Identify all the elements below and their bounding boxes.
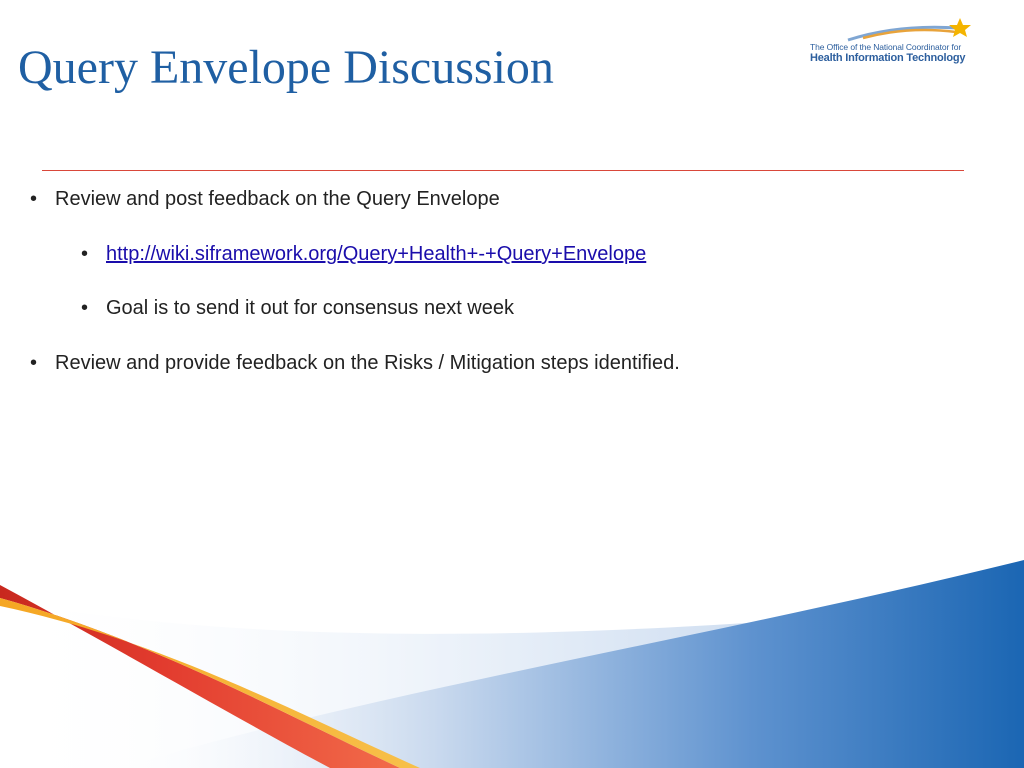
bullet-dot-icon: •	[81, 243, 89, 265]
bullet-text: Review and post feedback on the Query Envelope	[55, 188, 500, 210]
logo-line-1: The Office of the National Coordinator for	[810, 42, 962, 52]
bullet-dot-icon: •	[30, 188, 38, 210]
logo-line-2: Health Information Technology	[810, 52, 966, 64]
bullet-text: Goal is to send it out for consensus next week	[106, 297, 514, 319]
bullet-dot-icon: •	[81, 297, 89, 319]
bullet-text: Review and provide feedback on the Risks / Mitigation steps identified.	[55, 352, 680, 374]
query-envelope-link[interactable]: http://wiki.siframework.org/Query+Health+-+Query+Envelope	[106, 243, 647, 265]
slide-title: Query Envelope Discussion	[18, 41, 554, 94]
bullet-dot-icon: •	[30, 352, 38, 374]
